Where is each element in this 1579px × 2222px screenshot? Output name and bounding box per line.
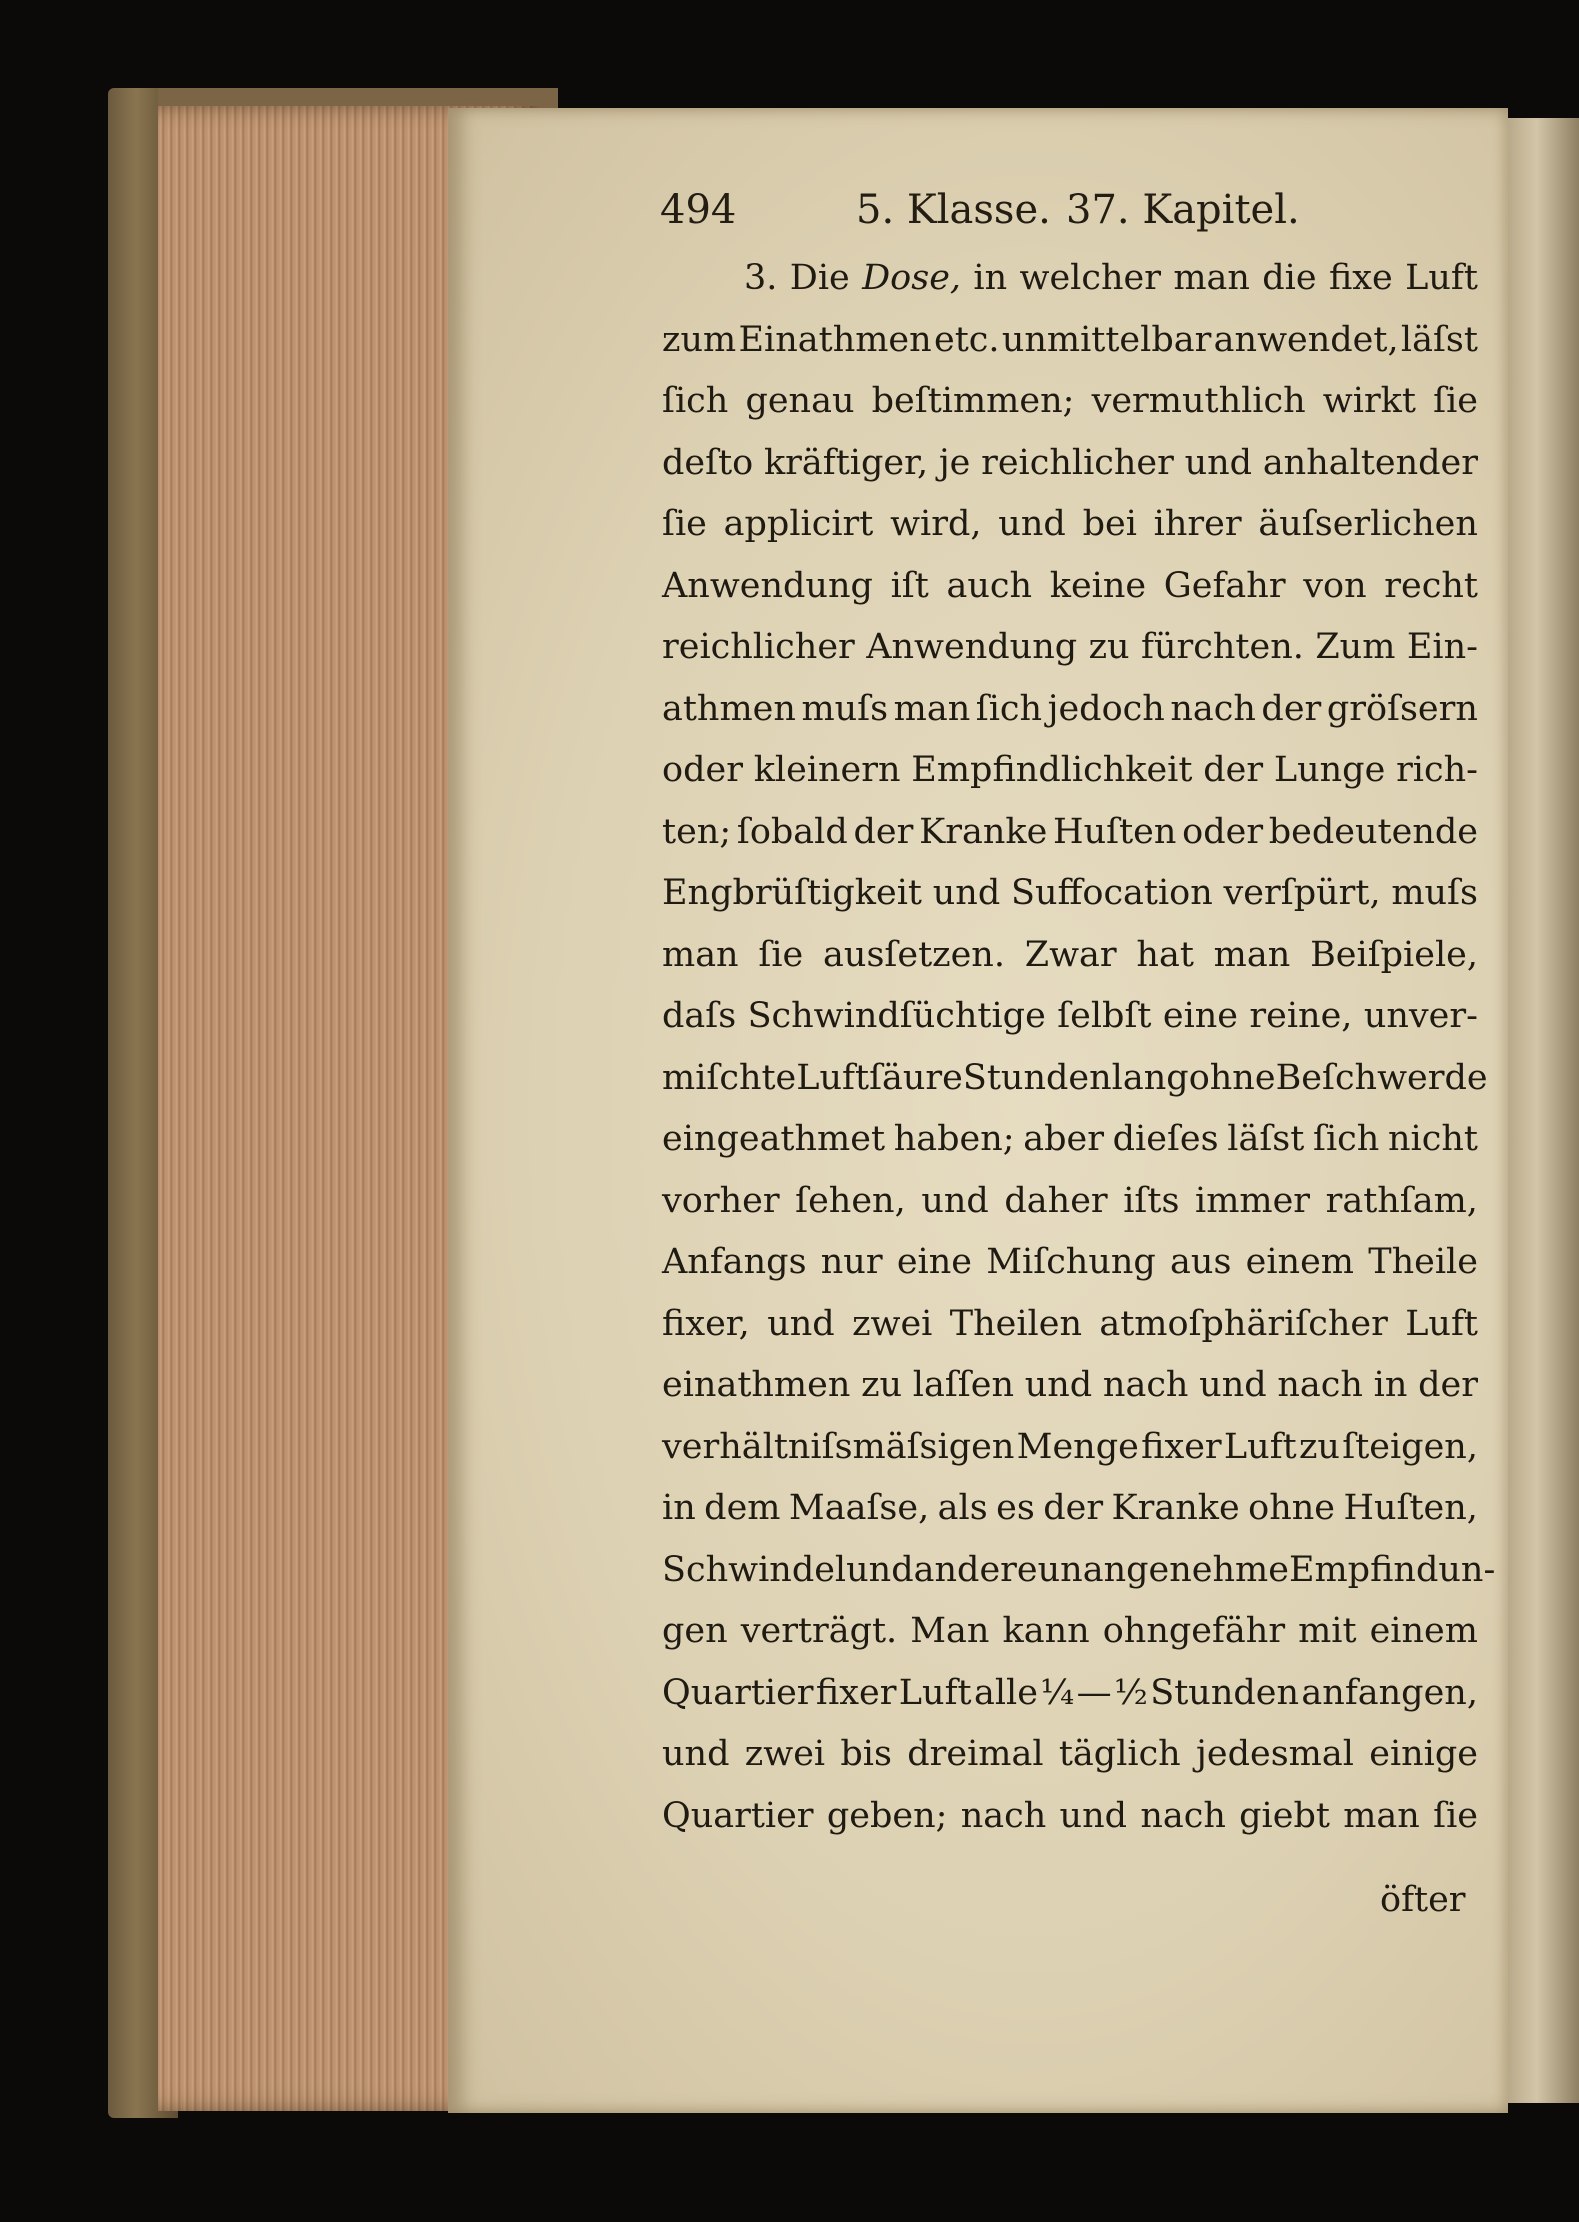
text-line	[662, 1171, 1478, 1233]
word: Beſchwerde	[1275, 1057, 1488, 1098]
word: in	[973, 258, 1008, 298]
word: ſehen,	[795, 1180, 906, 1221]
word: bedeutende	[1268, 811, 1478, 852]
text-line	[662, 371, 1478, 433]
word: verhältniſsmäſsigen	[662, 1426, 1015, 1467]
word: daher	[1004, 1180, 1108, 1221]
word: und	[1184, 442, 1253, 483]
word: anwendet,	[1213, 319, 1399, 360]
word: der	[1261, 688, 1322, 729]
word: Huſten	[1053, 811, 1177, 852]
word: und	[846, 1549, 914, 1590]
word: aus	[1170, 1242, 1232, 1282]
word: es	[996, 1488, 1035, 1528]
word: kann	[1002, 1611, 1090, 1651]
word: ſich	[1313, 1119, 1380, 1159]
word: jedesmal	[1196, 1734, 1354, 1774]
word: die	[1262, 258, 1317, 298]
word: bis	[840, 1734, 892, 1774]
word: nach	[960, 1795, 1047, 1836]
word: aber	[1023, 1119, 1104, 1159]
word: läſst	[1400, 319, 1478, 360]
word: ſteigen,	[1342, 1426, 1478, 1467]
word: applicirt	[723, 504, 874, 544]
word: dem	[704, 1488, 781, 1528]
text-line	[662, 1663, 1478, 1725]
word: eingeathmet	[662, 1119, 886, 1159]
text-line	[662, 433, 1478, 495]
word: Luft	[898, 1672, 972, 1713]
word: und	[1199, 1365, 1267, 1405]
word: iſts	[1123, 1180, 1180, 1221]
text-line	[662, 740, 1478, 802]
word: unmittelbar	[1001, 319, 1212, 360]
word: iſt	[890, 565, 929, 606]
word: gen	[662, 1611, 728, 1651]
word: Anfangs	[662, 1242, 807, 1282]
word: Empfindlichkeit	[911, 750, 1193, 790]
word: und	[921, 1180, 989, 1221]
word: athmen	[662, 688, 796, 729]
word: als	[937, 1488, 988, 1528]
word: ohngefähr	[1102, 1611, 1286, 1651]
text-line	[662, 617, 1478, 679]
word: nach	[1277, 1365, 1363, 1405]
word: muſs	[1391, 873, 1478, 913]
word: Stunden	[1150, 1672, 1300, 1713]
text-line	[662, 1355, 1478, 1417]
word: Suffocation	[1010, 873, 1213, 913]
word: nach	[1102, 1365, 1189, 1405]
word: ihrer	[1153, 504, 1242, 544]
word: von	[1303, 565, 1367, 606]
word: keine	[1049, 565, 1147, 606]
word: ſie	[662, 504, 707, 544]
word: haben;	[893, 1119, 1015, 1159]
word: dreimal	[907, 1734, 1044, 1774]
word: nach	[1140, 1795, 1226, 1836]
word: der	[1203, 750, 1264, 790]
text-line	[662, 1724, 1478, 1786]
text-line	[662, 1540, 1496, 1602]
word: Quartier	[662, 1795, 814, 1836]
word: und	[1059, 1795, 1128, 1836]
text-line	[662, 1048, 1488, 1110]
word: anhaltender	[1262, 442, 1478, 483]
word: auch	[946, 565, 1033, 606]
word: —	[1076, 1672, 1112, 1713]
chapter-label: 37. Kapitel.	[1066, 187, 1300, 233]
word: Einathmen	[738, 319, 932, 360]
word: unver-	[1363, 996, 1478, 1036]
word: recht	[1384, 565, 1478, 606]
word: ſie	[1433, 1795, 1478, 1836]
text-line	[662, 556, 1478, 618]
word: einem	[1369, 1611, 1478, 1651]
word: Stunden	[962, 1057, 1112, 1098]
word: Anwendung	[662, 565, 873, 606]
word: Man	[910, 1611, 990, 1651]
word: Beiſpiele,	[1310, 934, 1478, 975]
word: bei	[1082, 504, 1137, 544]
word: täglich	[1058, 1734, 1181, 1774]
word: äuſserlichen	[1258, 504, 1478, 544]
word: etc.	[934, 319, 1000, 360]
word: in	[1373, 1365, 1408, 1405]
word: geben;	[826, 1795, 948, 1836]
text-line	[662, 310, 1478, 372]
word: atmoſphäriſcher	[1099, 1303, 1388, 1344]
word: vorher	[662, 1180, 780, 1221]
word: verträgt.	[740, 1611, 898, 1651]
word: kleinern	[753, 750, 901, 790]
word: Schwindſüchtige	[747, 996, 1046, 1036]
facing-page-edge	[1508, 118, 1579, 2103]
text-line	[662, 1417, 1478, 1479]
word: rich-	[1396, 750, 1478, 790]
text-line	[662, 494, 1478, 556]
word: Menge	[1016, 1426, 1139, 1467]
word: ſie	[758, 934, 804, 975]
word: Miſchung	[986, 1242, 1156, 1282]
word: beſtimmen;	[871, 381, 1075, 421]
word: zwei	[744, 1734, 826, 1774]
word: nur	[820, 1242, 883, 1282]
text-line	[662, 986, 1478, 1048]
word: laſſen	[912, 1365, 1014, 1405]
word: und	[932, 873, 1001, 913]
word: Zwar	[1024, 934, 1117, 975]
word: Gefahr	[1163, 565, 1286, 606]
word: der	[1043, 1488, 1104, 1528]
word: ſobald	[736, 811, 848, 852]
text-line	[662, 679, 1478, 741]
word: gröſsern	[1326, 688, 1478, 729]
word: reichlicher	[662, 627, 855, 667]
word: einathmen	[662, 1365, 851, 1405]
word: reichlicher	[981, 442, 1174, 483]
word: zu	[1298, 1426, 1340, 1467]
word: wirkt	[1322, 381, 1416, 421]
word: fixe	[1328, 258, 1393, 298]
word: verſpürt,	[1223, 873, 1381, 913]
word: daſs	[662, 996, 737, 1036]
word: einem	[1245, 1242, 1354, 1282]
word: man	[662, 934, 739, 975]
word: Engbrüſtigkeit	[662, 873, 922, 913]
word: andere	[913, 1549, 1038, 1590]
text-line	[662, 1109, 1478, 1171]
word: ſich	[975, 688, 1043, 729]
word: und	[1024, 1365, 1093, 1405]
text-line	[662, 863, 1478, 925]
word: zu	[861, 1365, 903, 1405]
word: hat	[1136, 934, 1194, 975]
word: muſs	[801, 688, 889, 729]
word: der	[1418, 1365, 1478, 1405]
word: ſelbſt	[1057, 996, 1152, 1036]
word: Maaſse,	[788, 1488, 930, 1528]
word: Zum	[1315, 627, 1396, 667]
word: Schwindel	[662, 1549, 847, 1590]
word: eine	[896, 1242, 972, 1282]
word: man	[1343, 1795, 1420, 1836]
word: zum	[662, 319, 737, 360]
text-line	[662, 1601, 1478, 1663]
text-line	[662, 1294, 1478, 1356]
word: Luft	[1223, 1426, 1297, 1467]
word: welcher	[1019, 258, 1161, 298]
word: fixer,	[662, 1303, 750, 1344]
word: Kranke	[1111, 1488, 1240, 1528]
word: dieſes	[1112, 1119, 1219, 1159]
word: ſie	[1433, 381, 1478, 421]
word: Kranke	[919, 811, 1048, 852]
word: vermuthlich	[1091, 381, 1306, 421]
word: immer	[1195, 1180, 1311, 1221]
word: lang	[1111, 1057, 1189, 1098]
text-line	[662, 248, 1478, 310]
word: Lunge	[1273, 750, 1386, 790]
word: wird,	[890, 504, 982, 544]
word: jedoch	[1047, 688, 1165, 729]
word: fixer	[815, 1672, 897, 1713]
text-line	[662, 1786, 1478, 1848]
word: Huſten,	[1343, 1488, 1478, 1528]
word: ten;	[662, 811, 732, 852]
word: zwei	[852, 1303, 933, 1344]
body-text	[662, 248, 1496, 1847]
word: und	[998, 504, 1066, 544]
word: ausſetzen.	[823, 934, 1005, 975]
word: mit	[1298, 1611, 1357, 1651]
word: man	[1173, 258, 1250, 298]
word: der	[853, 811, 914, 852]
word: reine,	[1249, 996, 1353, 1036]
class-label: 5. Klasse.	[856, 187, 1051, 233]
word: Anwendung	[866, 627, 1078, 667]
word: genau	[745, 381, 855, 421]
word: kräftiger,	[763, 442, 929, 483]
word: Dose,	[862, 258, 962, 298]
text-line	[662, 1232, 1478, 1294]
word: unangenehme	[1037, 1549, 1289, 1590]
word: rathſam,	[1325, 1180, 1478, 1221]
word: ½	[1113, 1672, 1148, 1713]
word: in	[662, 1488, 696, 1528]
word: ſich	[662, 381, 729, 421]
word: Theile	[1368, 1242, 1478, 1282]
word: und	[662, 1734, 730, 1774]
word: oder	[662, 750, 743, 790]
word: Quartier	[662, 1672, 814, 1713]
word: Luft	[1405, 1303, 1478, 1344]
word: eine	[1162, 996, 1239, 1036]
word: giebt	[1239, 1795, 1330, 1836]
word: ohne	[1188, 1057, 1276, 1098]
word: nicht	[1388, 1119, 1478, 1159]
page-number: 494	[660, 187, 737, 233]
word: man	[1213, 934, 1291, 975]
text-line	[662, 1478, 1478, 1540]
word: Ein-	[1406, 627, 1478, 667]
word: Empfindun-	[1288, 1549, 1496, 1590]
word: 3.	[744, 258, 778, 298]
text-line	[662, 925, 1478, 987]
word: miſchte	[662, 1057, 797, 1098]
word: je	[938, 442, 971, 483]
word: alle	[973, 1672, 1038, 1713]
word: oder	[1182, 811, 1264, 852]
word: ¼	[1040, 1672, 1075, 1713]
word: fixer	[1141, 1426, 1222, 1467]
word: ohne	[1248, 1488, 1336, 1528]
word: und	[767, 1303, 835, 1344]
running-header	[660, 187, 1300, 247]
word: Die	[789, 258, 850, 298]
word: Luft	[1405, 258, 1478, 298]
word: fürchten.	[1141, 627, 1304, 667]
word: deſto	[662, 442, 754, 483]
word: zu	[1088, 627, 1130, 667]
word: einige	[1369, 1734, 1478, 1774]
text-line	[662, 802, 1478, 864]
word: nach	[1170, 688, 1256, 729]
word: läſst	[1227, 1119, 1305, 1159]
word: Theilen	[949, 1303, 1082, 1344]
word: Luftſäure	[796, 1057, 963, 1098]
catchword: öfter	[1380, 1880, 1466, 1920]
word: anfangen,	[1301, 1672, 1478, 1713]
word: man	[893, 688, 971, 729]
